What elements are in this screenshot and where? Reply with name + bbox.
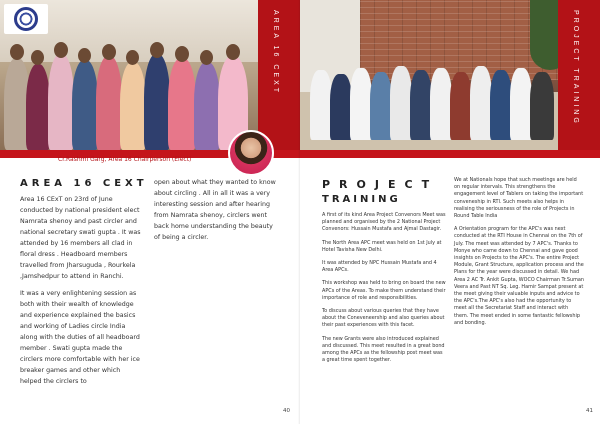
body-column-2	[454, 177, 584, 333]
side-label: AREA 16 CEXT	[272, 10, 279, 96]
paragraph: This workshop was held to bring on board the new APCs of the Areas. To make them understand their importance of role and responsibilities.	[322, 280, 446, 301]
side-label-strip	[558, 0, 600, 150]
group-photo-area16	[0, 0, 258, 150]
section-title-line2: TRAINING	[322, 194, 401, 205]
ladies-circle-logo	[4, 4, 48, 34]
paragraph: A Orientation program for the APC's was next conducted at the RTI House in Chennai on the 7th of July. The meet was attended by 7 APC's. Thanks to Monye who came down to Chennai and gave good insights on Projects to the APC's. The entire Project Module, Grant Structure, application process and the Plans for the year were discussed in detail. We had Area 2 AC Tr. Ankit Gupta, WOCO Chairman Tr.Suman Veera and Past NT Sq. Leg. Hamir Sampat present at the meet giving their valuable inputs and advice to the APC's.The APC's also had the opportunity to meet all the Secretariat Staff and interact with them. The meet ended in some fantastic fellowship and bonding.	[454, 226, 584, 326]
paragraph: It was attended by NPC Hussain Mustafa and 4 Area APCs.	[322, 260, 437, 274]
body-column-1	[322, 212, 446, 370]
accent-bar	[300, 150, 600, 158]
side-label: PROJECT TRAINING	[572, 10, 579, 126]
paragraph: A first of its kind Area Project Convenors Meet was planned and organised by the 2 National Project Convenors: Hussain Mustafa and Ajmal Dastagir.	[322, 212, 446, 233]
paragraph: Area 16 CExT on 23rd of June conducted by national president elect Namrata shenoy and past circler and national secretary swati gupta . It was attended by 16 members all clad in floral dress . Headboard members travelled from Jharsuguda , Rourkela ,Jamshedpur to attend in Ranchi.	[20, 196, 141, 280]
section-title: AREA 16 CEXT	[20, 178, 148, 189]
page-number: 40	[283, 408, 290, 414]
paragraph: open about what they wanted to know about circling . All in all it was a very interesting session and after hearing from Namrata shenoy, circlers went back home understanding the beauty of being a circler.	[154, 179, 276, 241]
section-title-line1: PROJECT	[322, 178, 439, 191]
page-number: 41	[586, 408, 593, 414]
paragraph: We at Nationals hope that such meetings are held on regular intervals. This strengthens the engagement level of Tablers on taking the important conveneship in RTI. Such meets also helps in realising the seriousness of the role of Projects in Round Table India	[454, 177, 584, 220]
paragraph: The new Grants were also introduced explained and discussed. This meet resulted in a great bond among the APCs as the fellowship post meet was a great time spent together.	[322, 335, 445, 364]
body-column-2	[154, 177, 280, 249]
group-photo-project-training	[300, 0, 600, 150]
paragraph: To discuss about various queries that they have about the Coneveneership and also queries about their past experiences with this facet.	[322, 308, 445, 329]
paragraph: The North Area APC meet was held on 1st July at Hotel Tavisha New Delhi.	[322, 239, 442, 253]
body-column-1	[20, 194, 142, 393]
paragraph: It was a very enlightening session as both with their wealth of knowledge and experience explained the basics and working of Ladies circle India along with the duties of all headboard member . Swati gupta made the circlers more comfortable with her ice breaker games and other which helped the circlers to	[20, 290, 140, 385]
right-page	[300, 0, 600, 424]
chairperson-avatar	[228, 130, 274, 176]
photo-caption: Cr.Rashmi Garg, Area 16 Chairperson (Elect)	[58, 156, 192, 163]
side-label-strip	[258, 0, 300, 150]
